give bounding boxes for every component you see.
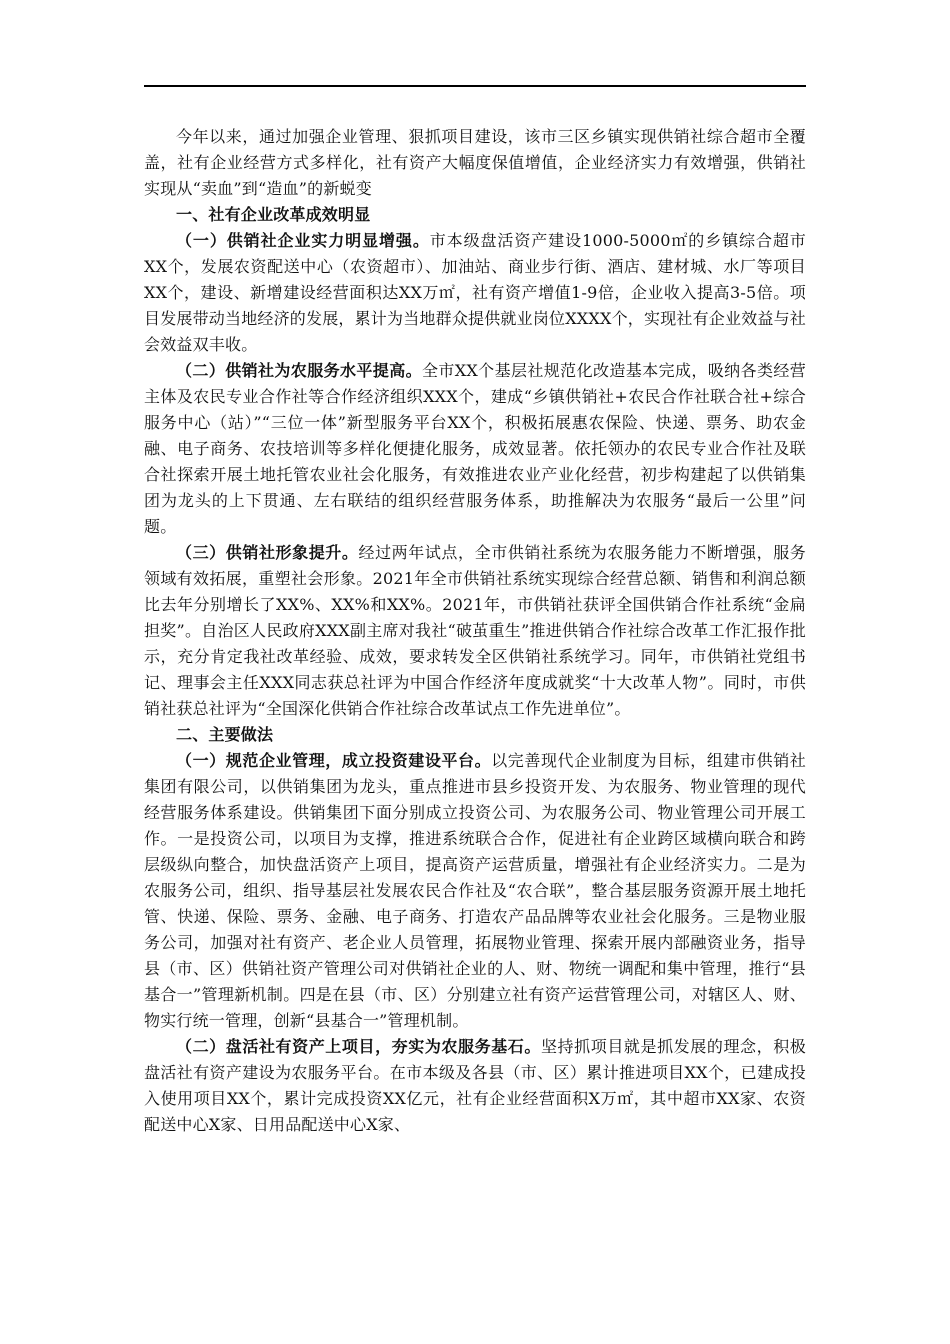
paragraph-lead: （一）供销社企业实力明显增强。	[176, 231, 430, 250]
intro-paragraph: 今年以来，通过加强企业管理、狠抓项目建设，该市三区乡镇实现供销社综合超市全覆盖，社有企业经营方式多样化，社有资产大幅度保值增值，企业经济实力有效增强，供销社实现从“卖血”到“造血”的新蜕变	[144, 127, 806, 198]
paragraph-text: 经过两年试点，全市供销社系统为农服务能力不断增强，服务领域有效拓展，重塑社会形象。2021年全市供销社系统实现综合经营总额、销售和利润总额比去年分别增长了XX%、XX%和XX%。2021年，市供销社获评全国供销合作社系统“金扁担奖”。自治区人民政府XXX副主席对我社“破茧重生”推进供销合作社综合改革工作汇报作批示，充分肯定我社改革经验、成效，要求转发全区供销社系统学习。同年，市供销社党组书记、理事会主任XXX同志获总社评为中国合作经济年度成就奖“十大改革人物”。同时，市供销社获总社评为“全国深化供销合作社综合改革试点工作先进单位”。	[144, 543, 806, 718]
paragraph-lead: （二）盘活社有资产上项目，夯实为农服务基石。	[176, 1037, 541, 1056]
section-heading-1: 一、社有企业改革成效明显	[176, 205, 371, 224]
paragraph-2-1	[144, 748, 806, 1034]
paragraph-lead: （一）规范企业管理，成立投资建设平台。	[176, 751, 492, 770]
paragraph-text: 以完善现代企业制度为目标，组建市供销社集团有限公司，以供销集团为龙头，重点推进市县乡投资开发、为农服务、物业管理的现代经营服务体系建设。供销集团下面分别成立投资公司、为农服务公司、物业管理公司开展工作。一是投资公司，以项目为支撑，推进系统联合合作，促进社有企业跨区域横向联合和跨层级纵向整合，加快盘活资产上项目，提高资产运营质量，增强社有企业经济实力。二是为农服务公司，组织、指导基层社发展农民合作社及“农合联”，整合基层服务资源开展土地托管、快递、保险、票务、金融、电子商务、打造农产品品牌等农业社会化服务。三是物业服务公司，加强对社有资产、老企业人员管理，拓展物业管理、探索开展内部融资业务，指导县（市、区）供销社资产管理公司对供销社企业的人、财、物统一调配和集中管理，推行“县基合一”管理新机制。四是在县（市、区）分别建立社有资产运营管理公司，对辖区人、财、物实行统一管理，创新“县基合一”管理机制。	[144, 751, 806, 1030]
paragraph-lead: （二）供销社为农服务水平提高。	[176, 361, 422, 380]
header-rule	[144, 85, 806, 87]
paragraph-1-2	[144, 358, 806, 540]
paragraph-text: 坚持抓项目就是抓发展的理念，积极盘活社有资产建设为农服务平台。在市本级及各县（市、区）累计推进项目XX个，已建成投入使用项目XX个，累计完成投资XX亿元，社有企业经营面积X万㎡，其中超市XX家、农资配送中心X家、日用品配送中心X家、	[144, 1037, 807, 1134]
paragraph-text: 市本级盘活资产建设1000-5000㎡的乡镇综合超市XX个，发展农资配送中心（农资超市）、加油站、商业步行街、酒店、建材城、水厂等项目XX个，建设、新增建设经营面积达XX万㎡，社有资产增值1-9倍，企业收入提高3-5倍。项目发展带动当地经济的发展，累计为当地群众提供就业岗位XXXX个，实现社有企业效益与社会效益双丰收。	[144, 231, 806, 354]
paragraph-2-2	[144, 1034, 806, 1138]
paragraph-1-3	[144, 540, 806, 722]
document-body	[144, 124, 806, 1138]
paragraph-text: 全市XX个基层社规范化改造基本完成，吸纳各类经营主体及农民专业合作社等合作经济组织XXX个，建成“乡镇供销社+农民合作社联合社+综合服务中心（站）”“三位一体”新型服务平台XX个，积极拓展惠农保险、快递、票务、助农金融、电子商务、农技培训等多样化便捷化服务，成效显著。依托领办的农民专业合作社及联合社探索开展土地托管农业社会化服务，有效推进农业产业化经营，初步构建起了以供销集团为龙头的上下贯通、左右联结的组织经营服务体系，助推解决为农服务“最后一公里”问题。	[144, 361, 806, 536]
paragraph-lead: （三）供销社形象提升。	[176, 543, 359, 562]
section-heading-2: 二、主要做法	[176, 725, 274, 744]
paragraph-1-1	[144, 228, 806, 358]
